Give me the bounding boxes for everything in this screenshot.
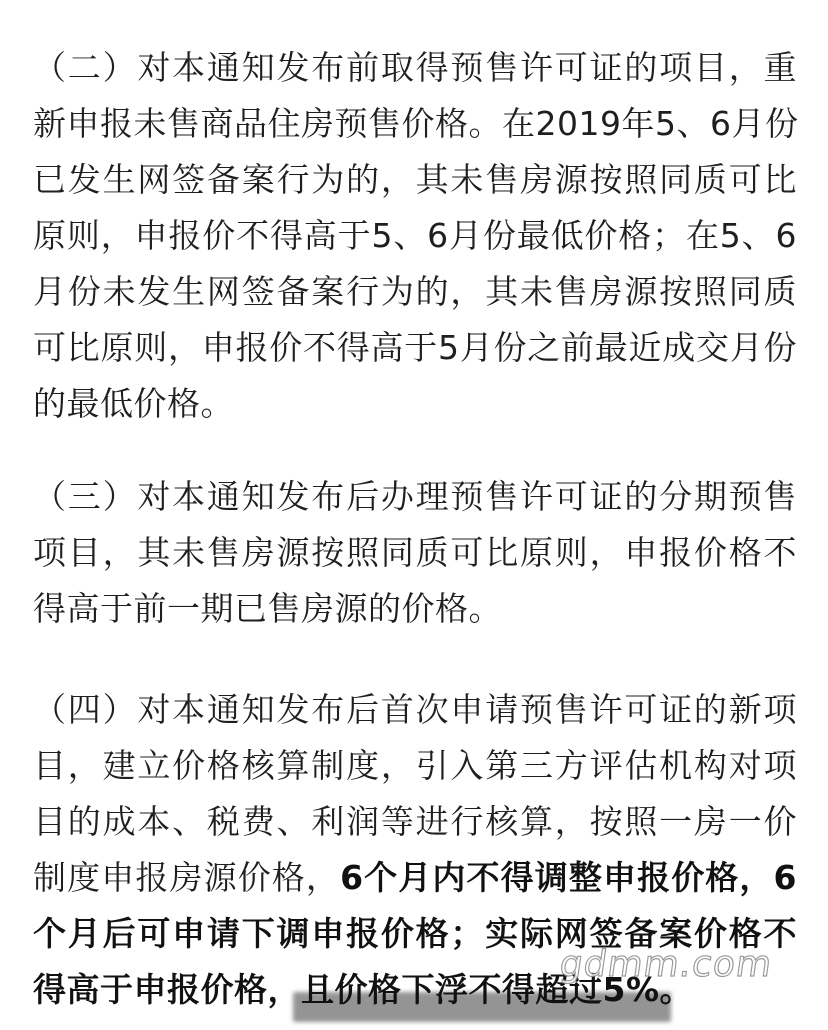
- text-line-bold: 个月后可申请下调申报价格；实际网签备案价格不: [33, 914, 797, 953]
- watermark: gdmm.com: [557, 944, 776, 985]
- text-line: 新申报未售商品住房预售价格。在2019年5、6月份: [33, 104, 799, 143]
- text-line: （四）对本通知发布后首次申请预售许可证的新项: [33, 690, 797, 729]
- text-line: 已发生网签备案行为的，其未售房源按照同质可比: [33, 160, 797, 199]
- text-line: 原则，申报价不得高于5、6月份最低价格；在5、6: [33, 216, 797, 255]
- text-line: （三）对本通知发布后办理预售许可证的分期预售: [33, 477, 797, 516]
- text-bold: 6个月内不得调整申报价格，6: [340, 858, 797, 897]
- text-line: 的最低价格。: [33, 384, 234, 423]
- text-line: 目，建立价格核算制度，引入第三方评估机构对项: [33, 746, 797, 785]
- paragraph-2: [33, 40, 797, 432]
- text-line: 可比原则，申报价不得高于5月份之前最近成交月份: [33, 328, 797, 367]
- paragraph-3: [33, 469, 797, 637]
- text-line: （二）对本通知发布前取得预售许可证的项目，重: [33, 48, 797, 87]
- text-line: 项目，其未售房源按照同质可比原则，申报价格不: [33, 533, 797, 572]
- text-line: 月份未发生网签备案行为的，其未售房源按照同质: [33, 272, 797, 311]
- text-line: 得高于前一期已售房源的价格。: [33, 589, 502, 628]
- text-normal: 制度申报房源价格，: [33, 858, 341, 897]
- text-line: 目的成本、税费、利润等进行核算，按照一房一价: [33, 802, 797, 841]
- text-line: [33, 850, 797, 906]
- text-line-bold: 得高于申报价格，且价格下浮不得超过5%。: [33, 970, 694, 1009]
